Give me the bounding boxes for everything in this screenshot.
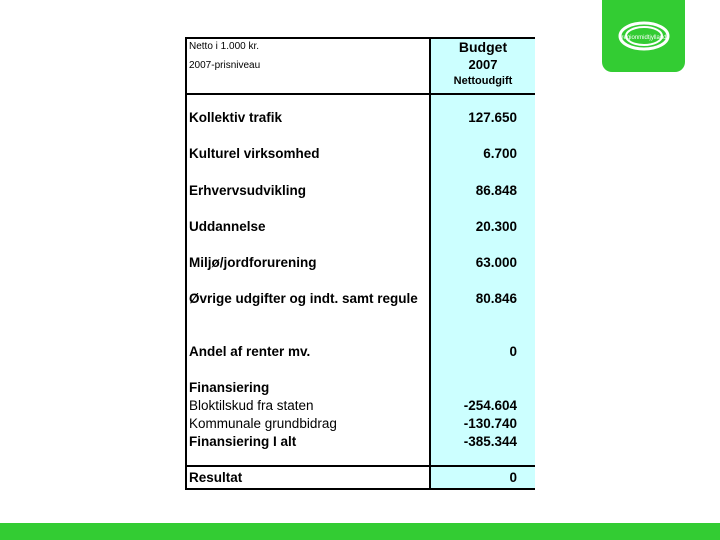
unit-note: Netto i 1.000 kr. [189, 41, 260, 52]
budget-table [185, 37, 535, 490]
result-value: 0 [509, 470, 517, 485]
row-label: Miljø/jordforurening [189, 255, 317, 270]
column-title: Budget [458, 39, 508, 55]
financing-total-label: Finansiering I alt [189, 434, 297, 449]
row-value: 80.846 [475, 291, 517, 306]
row-label: Andel af renter mv. [189, 344, 311, 359]
financing-label: Bloktilskud fra staten [189, 398, 314, 413]
column-subtitle: Nettoudgift [453, 75, 513, 87]
result-label: Resultat [189, 470, 243, 485]
row-value: 20.300 [475, 219, 517, 234]
row-label: Erhvervsudvikling [189, 183, 307, 198]
row-value: 6.700 [483, 146, 517, 161]
footer-bar [0, 523, 720, 540]
price-level: 2007-prisniveau [189, 60, 261, 71]
logo [602, 0, 685, 72]
row-value: 86.848 [475, 183, 517, 198]
svg-text:regionmidtjylland: regionmidtjylland [621, 35, 667, 41]
column-year: 2007 [468, 57, 498, 72]
financing-value: -254.604 [463, 398, 517, 413]
financing-heading: Finansiering [189, 380, 270, 395]
row-value: 63.000 [475, 255, 517, 270]
row-label: Kollektiv trafik [189, 110, 283, 125]
financing-value: -130.740 [463, 416, 517, 431]
financing-label: Kommunale grundbidrag [189, 416, 337, 431]
region-logo-icon [616, 14, 672, 58]
row-label: Kulturel virksomhed [189, 146, 320, 161]
row-label: Uddannelse [189, 219, 266, 234]
row-label: Øvrige udgifter og indt. samt regule [189, 291, 418, 306]
row-value: 127.650 [468, 110, 517, 125]
row-value: 0 [509, 344, 517, 359]
financing-total-value: -385.344 [463, 434, 517, 449]
